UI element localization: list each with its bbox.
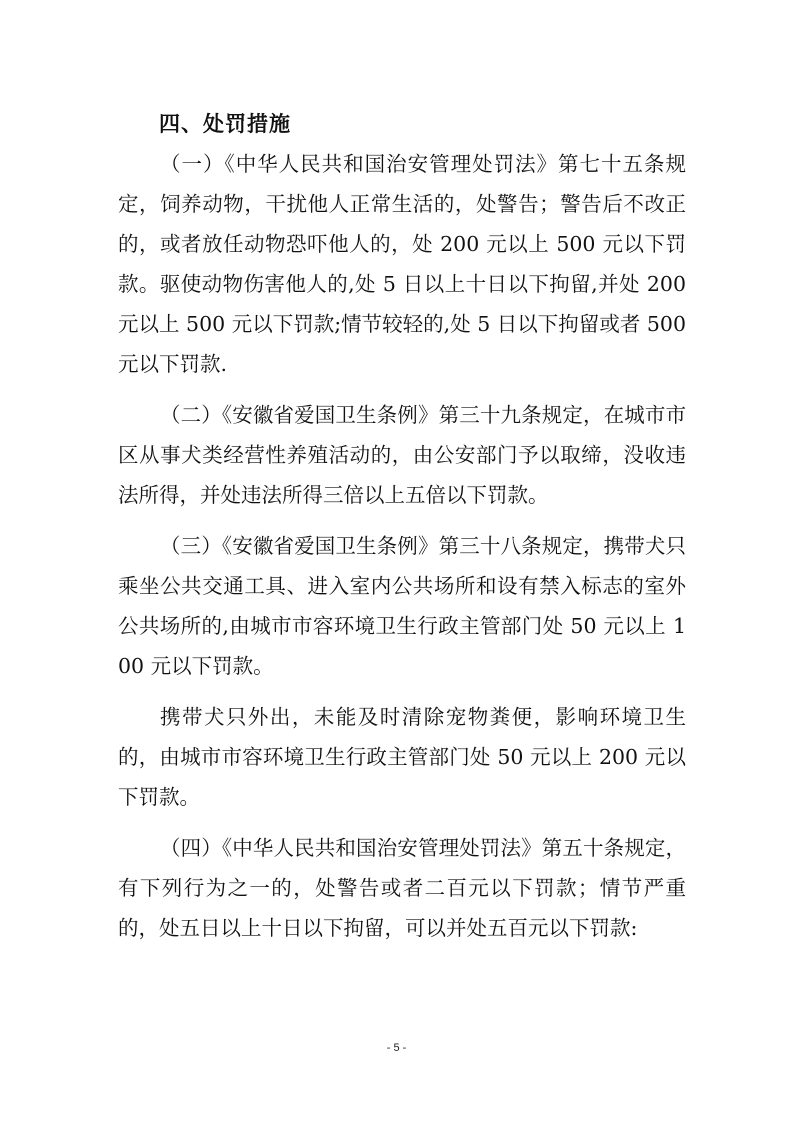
paragraph-penalty-1: （一）《中华人民共和国治安管理处罚法》第七十五条规定，饲养动物，干扰他人正常生活的，处警告；警告后不改正的，或者放任动物恐吓他人的，处 200 元以上 500 元以下罚款。驱使动物伤害他人的,处 5 日以上十日以下拘留,并处 200 元以上 500 元以下罚款;情节较轻的,处 5 日以下拘留或者 500 元以下罚款.: [118, 152, 686, 376]
section-heading: 四、处罚措施: [159, 112, 291, 136]
page-number: - 5 -: [386, 1042, 407, 1054]
paragraph-penalty-3-supplement: 携带犬只外出，未能及时清除宠物粪便，影响环境卫生的，由城市市容环境卫生行政主管部门处 50 元以上 200 元以下罚款。: [118, 705, 686, 809]
paragraph-penalty-4: （四）《中华人民共和国治安管理处罚法》第五十条规定，有下列行为之一的，处警告或者二百元以下罚款；情节严重的，处五日以上十日以下拘留，可以并处五百元以下罚款:: [118, 836, 686, 940]
paragraph-penalty-2: （二）《安徽省爱国卫生条例》第三十九条规定，在城市市区从事犬类经营性养殖活动的，由公安部门予以取缔，没收违法所得，并处违法所得三倍以上五倍以下罚款。: [118, 403, 686, 507]
document-body: [118, 104, 686, 948]
paragraph-penalty-3: （三）《安徽省爱国卫生条例》第三十八条规定，携带犬只乘坐公共交通工具、进入室内公共场所和设有禁入标志的室外公共场所的,由城市市容环境卫生行政主管部门处 50 元以上 100 元以下罚款。: [118, 534, 686, 678]
